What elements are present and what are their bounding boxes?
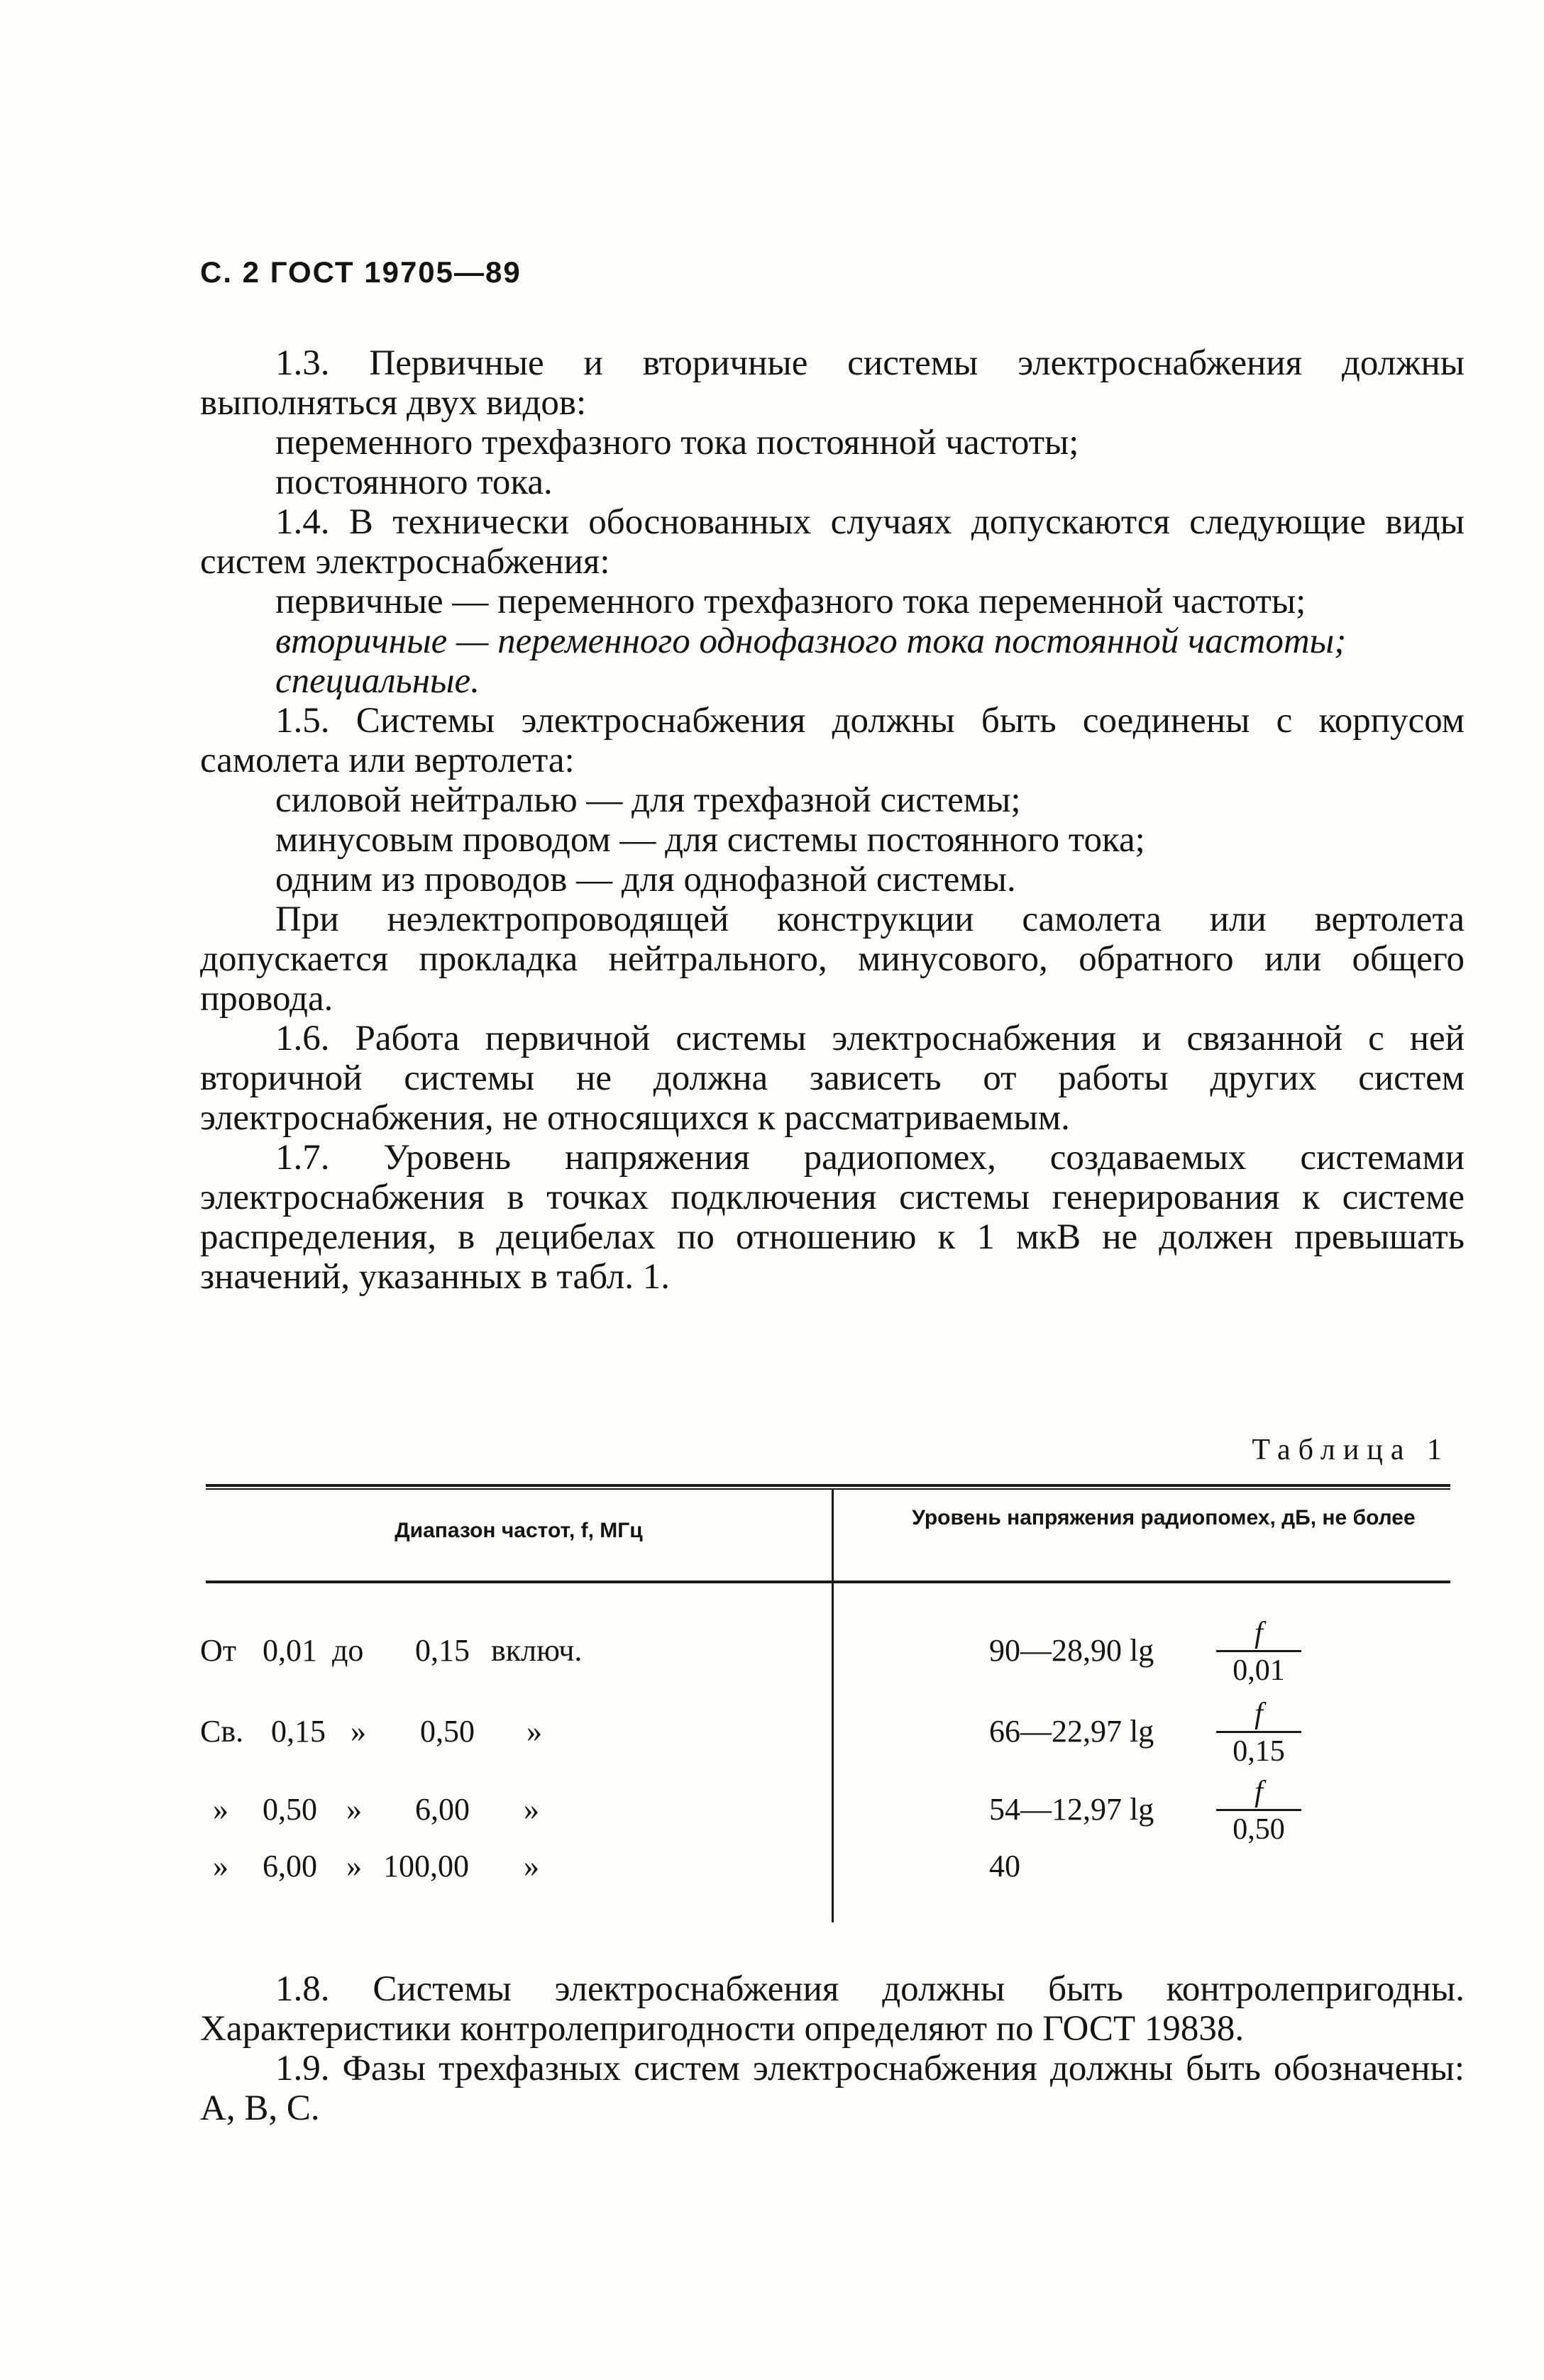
row-to: 0,15 xyxy=(415,1633,470,1668)
table-top-rule xyxy=(206,1484,1450,1487)
paragraph: вторичные — переменного однофазного тока постоянной частоты; xyxy=(275,621,1347,661)
paragraph: 1.4. В технически обоснованных случаях допускаются следующие виды систем электроснабжения: xyxy=(200,502,1465,582)
row-suffix: » xyxy=(524,1849,539,1883)
paragraph: специальные. xyxy=(275,661,480,701)
page-header: С. 2 ГОСТ 19705—89 xyxy=(200,255,522,289)
table-top-rule-thin xyxy=(206,1488,1450,1490)
row-prefix: » xyxy=(213,1849,228,1883)
row-to: 0,50 xyxy=(420,1714,475,1749)
row-sep: » xyxy=(346,1849,362,1883)
fraction-numerator: f xyxy=(1254,1776,1263,1808)
paragraph: первичные — переменного трехфазного тока переменной частоты; xyxy=(275,582,1306,621)
row-prefix: » xyxy=(213,1792,228,1827)
body-text xyxy=(200,343,1465,1297)
row-suffix: » xyxy=(526,1714,542,1749)
paragraph: 1.8. Системы электроснабжения должны быть контролепригодны. Характеристики контролепригодности определяют по ГОСТ 19838. xyxy=(200,1969,1465,2049)
row-prefix: Св. xyxy=(200,1714,244,1749)
paragraph: 1.9. Фазы трехфазных систем электроснабжения должны быть обозначены: А, В, С. xyxy=(200,2049,1465,2128)
row-sep: » xyxy=(346,1792,362,1827)
paragraph: переменного трехфазного тока постоянной частоты; xyxy=(275,423,1079,463)
row-from: 0,50 xyxy=(263,1792,317,1827)
col-header-level: Уровень напряжения радиопомех, дБ, не более xyxy=(912,1506,1416,1529)
paragraph: одним из проводов — для однофазной системы. xyxy=(275,860,1016,900)
level-formula: 66—22,97 lg xyxy=(989,1714,1154,1749)
row-sep: » xyxy=(351,1714,366,1749)
table-column-divider xyxy=(832,1490,834,1922)
row-from: 0,01 xyxy=(263,1633,317,1668)
fraction-numerator: f xyxy=(1254,1617,1263,1649)
fraction-denominator: 0,15 xyxy=(1233,1735,1285,1768)
paragraph: силовой нейтралью — для трехфазной системы; xyxy=(275,780,1021,820)
paragraph: 1.6. Работа первичной системы электроснабжения и связанной с ней вторичной системы не должна зависеть от работы других систем электроснабжения, не относящихся к рассматриваемым. xyxy=(200,1019,1465,1138)
formula-fraction xyxy=(1216,1697,1301,1770)
table-caption: Таблица 1 xyxy=(1252,1434,1450,1466)
paragraph: 1.3. Первичные и вторичные системы электроснабжения должны выполняться двух видов: xyxy=(200,343,1465,423)
formula-fraction xyxy=(1216,1616,1301,1689)
col-header-frequency: Диапазон частот, f, МГц xyxy=(395,1519,643,1542)
row-sep: до xyxy=(332,1633,364,1668)
row-to: 6,00 xyxy=(415,1792,470,1827)
paragraph: постоянного тока. xyxy=(275,463,553,502)
paragraph: минусовым проводом — для системы постоянного тока; xyxy=(275,820,1145,860)
level-value: 40 xyxy=(989,1849,1020,1883)
table-header-rule xyxy=(206,1581,1450,1583)
paragraph: 1.7. Уровень напряжения радиопомех, создаваемых системами электроснабжения в точках подключения системы генерирования к системе распределения, в децибелах по отношению к 1 мкВ не должен превышать значений, указанных в табл. 1. xyxy=(200,1138,1465,1297)
paragraph: 1.5. Системы электроснабжения должны быть соединены с корпусом самолета или вертолета: xyxy=(200,701,1465,780)
body-text-after-table xyxy=(200,1969,1465,2128)
row-prefix: От xyxy=(200,1633,237,1668)
fraction-numerator: f xyxy=(1254,1698,1263,1730)
level-formula: 54—12,97 lg xyxy=(989,1792,1154,1827)
fraction-denominator: 0,01 xyxy=(1233,1654,1285,1687)
row-suffix: включ. xyxy=(491,1633,583,1668)
fraction-denominator: 0,50 xyxy=(1233,1813,1285,1846)
row-from: 6,00 xyxy=(263,1849,317,1883)
level-formula: 90—28,90 lg xyxy=(989,1633,1154,1668)
row-from: 0,15 xyxy=(271,1714,326,1749)
row-suffix: » xyxy=(524,1792,539,1827)
paragraph: При неэлектропроводящей конструкции самолета или вертолета допускается прокладка нейтрального, минусового, обратного или общего провода. xyxy=(200,900,1465,1019)
row-to: 100,00 xyxy=(383,1849,469,1883)
formula-fraction xyxy=(1216,1775,1301,1848)
